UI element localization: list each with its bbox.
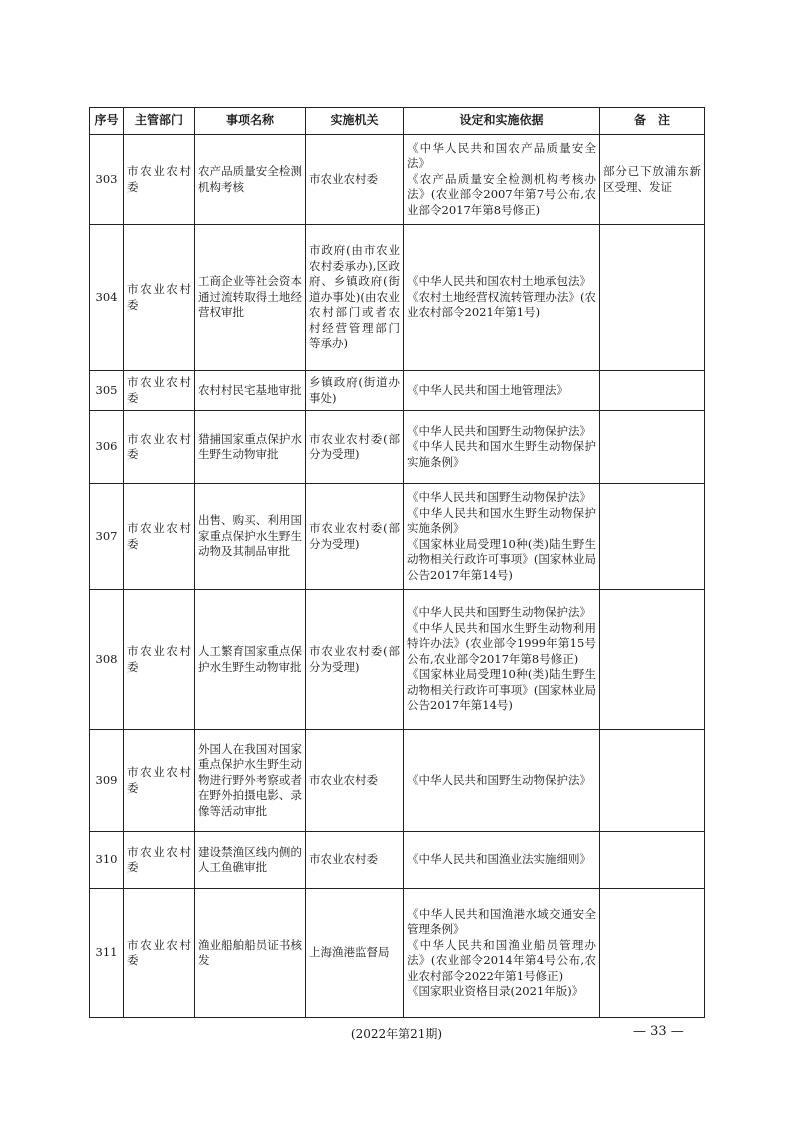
row-number: 306 [90,411,124,484]
row-agency: 市农业农村委 [306,135,404,225]
basis-line: 《农产品质量安全检测机构考核办法》(农业部令2007年第7号公布,农业部令2017年第8号修正) [407,171,596,217]
row-agency: 市农业农村委(部分为受理) [306,484,404,590]
basis-line: 《中华人民共和国水生野生动物保护实施条例》 [407,439,596,469]
row-number: 310 [90,832,124,889]
row-dept: 市农业农村委 [124,590,195,730]
basis-line: 《中华人民共和国水生野生动物保护实施条例》 [407,505,596,535]
basis-line: 《中华人民共和国农村土地承包法》 [407,274,591,289]
row-dept: 市农业农村委 [124,225,195,371]
table-row [90,590,705,730]
row-basis [404,225,600,371]
header-basis: 设定和实施依据 [404,108,600,135]
row-agency: 乡镇政府(街道办事处) [306,371,404,411]
table-row [90,730,705,832]
table-row [90,411,705,484]
row-item-name: 人工繁育国家重点保护水生野生动物审批 [195,590,306,730]
row-agency: 市农业农村委(部分为受理) [306,590,404,730]
basis-line: 《中华人民共和国渔业法实施细则》 [407,852,591,867]
row-agency: 市农业农村委(部分为受理) [306,411,404,484]
table-row [90,484,705,590]
header-no: 序号 [90,108,124,135]
table-header-row [90,108,705,135]
table-row [90,889,705,1018]
table-row [90,832,705,889]
item-table [89,107,705,1018]
row-dept: 市农业农村委 [124,730,195,832]
row-note [600,590,705,730]
row-number: 305 [90,371,124,411]
row-basis [404,590,600,730]
row-note [600,484,705,590]
header-agency: 实施机关 [306,108,404,135]
row-note [600,225,705,371]
basis-line: 《中华人民共和国野生动物保护法》 [407,605,591,620]
row-item-name: 农产品质量安全检测机构考核 [195,135,306,225]
header-name: 事项名称 [195,108,306,135]
header-note: 备 注 [600,108,705,135]
row-dept: 市农业农村委 [124,411,195,484]
basis-line: 《国家职业资格目录(2021年版)》 [407,984,584,998]
table-row [90,135,705,225]
row-note: 部分已下放浦东新区受理、发证 [600,135,705,225]
row-note [600,411,705,484]
row-item-name: 猎捕国家重点保护水生野生动物审批 [195,411,306,484]
row-basis [404,484,600,590]
row-dept: 市农业农村委 [124,135,195,225]
row-note [600,730,705,832]
row-agency: 市农业农村委 [306,730,404,832]
basis-line: 《农村土地经营权流转管理办法》(农业农村部令2021年第1号) [407,289,596,320]
row-note [600,889,705,1018]
row-dept: 市农业农村委 [124,889,195,1018]
row-item-name: 建设禁渔区线内侧的人工鱼礁审批 [195,832,306,889]
row-number: 304 [90,225,124,371]
row-item-name: 外国人在我国对国家重点保护水生野生动物进行野外考察或者在野外拍摄电影、录像等活动审批 [195,730,306,832]
table-row [90,225,705,371]
basis-line: 《中华人民共和国农产品质量安全法》 [407,140,596,171]
basis-line: 《中华人民共和国野生动物保护法》 [407,772,591,787]
row-dept: 市农业农村委 [124,832,195,889]
row-basis [404,730,600,832]
row-item-name: 农村村民宅基地审批 [195,371,306,411]
basis-line: 《中华人民共和国土地管理法》 [407,382,568,397]
issue-label: (2022年第21期) [350,1027,443,1041]
row-number: 311 [90,889,124,1018]
table-row [90,371,705,411]
row-note [600,371,705,411]
basis-line: 《中华人民共和国渔业船员管理办法》(农业部令2014年第4号公布,农业农村部令2022年第1号修正) [407,937,596,983]
row-agency: 市农业农村委 [306,832,404,889]
row-dept: 市农业农村委 [124,484,195,590]
row-agency: 市政府(由市农业农村委承办),区政府、乡镇政府(街道办事处)(由农业农村部门或者农村经营管理部门等承办) [306,225,404,371]
row-basis [404,371,600,411]
row-number: 309 [90,730,124,832]
page-number: — 33 — [633,1024,684,1039]
basis-line: 《中华人民共和国野生动物保护法》 [407,423,591,438]
row-item-name: 出售、购买、利用国家重点保护水生野生动物及其制品审批 [195,484,306,590]
row-basis [404,889,600,1018]
row-basis [404,832,600,889]
basis-line: 《中华人民共和国野生动物保护法》 [407,490,591,504]
row-note [600,832,705,889]
row-number: 303 [90,135,124,225]
row-number: 308 [90,590,124,730]
row-number: 307 [90,484,124,590]
basis-line: 《国家林业局受理10种(类)陆生野生动物相关行政许可事项》(国家林业局公告2017年第14号) [407,536,596,582]
row-agency: 上海渔港监督局 [306,889,404,1018]
row-item-name: 渔业船舶船员证书核发 [195,889,306,1018]
row-item-name: 工商企业等社会资本通过流转取得土地经营权审批 [195,225,306,371]
row-dept: 市农业农村委 [124,371,195,411]
row-basis [404,411,600,484]
table-body [90,135,705,1018]
row-basis [404,135,600,225]
basis-line: 《中华人民共和国水生野生动物利用特许办法》(农业部令1999年第15号公布,农业部令2017年第8号修正) [407,620,596,666]
header-dept: 主管部门 [124,108,195,135]
basis-line: 《中华人民共和国渔港水域交通安全管理条例》 [407,906,596,936]
basis-line: 《国家林业局受理10种(类)陆生野生动物相关行政许可事项》(国家林业局公告2017年第14号) [407,667,596,713]
